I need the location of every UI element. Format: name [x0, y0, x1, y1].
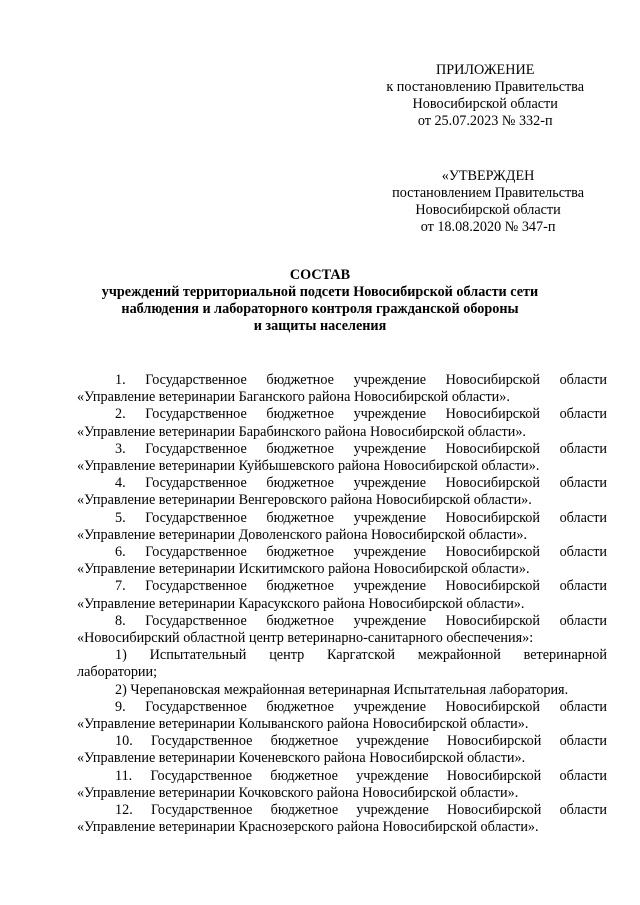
approved-header [392, 168, 584, 236]
list-item-line-1: 7. Государственное бюджетное учреждение Новосибирской области [115, 578, 607, 595]
list-item-line-1: 2. Государственное бюджетное учреждение Новосибирской области [115, 406, 607, 423]
list-item [77, 475, 607, 509]
list-item-line-2: «Управление ветеринарии Кочковского района Новосибирской области». [77, 784, 519, 801]
approved-title: «УТВЕРЖДЕН [441, 168, 535, 184]
list-item [77, 578, 607, 612]
list-subitem [77, 682, 607, 699]
list-item [77, 613, 607, 647]
list-item-line-1: 1. Государственное бюджетное учреждение Новосибирской области [115, 372, 607, 388]
list-item-line-1: 12. Государственное бюджетное учреждение Новосибирской области [115, 802, 607, 819]
approved-region-line: Новосибирской области [415, 202, 561, 218]
list-item-line-2: «Управление ветеринарии Баганского района Новосибирской области». [77, 389, 510, 406]
list-item-line-1: 1) Испытательный центр Каргатской межрайонной ветеринарной [115, 647, 607, 664]
list-item-line-2: «Управление ветеринарии Краснозерского района Новосибирской области». [77, 819, 539, 836]
appendix-resolution-line: к постановлению Правительства [386, 79, 584, 95]
list-item [77, 372, 607, 406]
list-item-line-1: 9. Государственное бюджетное учреждение Новосибирской области [115, 698, 607, 715]
appendix-region-line: Новосибирской области [412, 96, 558, 112]
list-item-line-2: «Управление ветеринарии Венгеровского района Новосибирской области». [77, 492, 532, 509]
list-item-line-1: 5. Государственное бюджетное учреждение Новосибирской области [115, 509, 607, 526]
appendix-header [386, 62, 584, 130]
list-item-line-2: «Управление ветеринарии Искитимского района Новосибирской области». [77, 561, 530, 578]
list-item-line-2: «Управление ветеринарии Коченевского района Новосибирской области». [77, 750, 526, 767]
approved-resolution-line: постановлением Правительства [392, 185, 584, 201]
list-item [77, 544, 607, 578]
list-item [77, 733, 607, 767]
list-item [77, 699, 607, 733]
list-item [77, 441, 607, 475]
appendix-date-line: от 25.07.2023 № 332-п [417, 113, 553, 129]
list-item-line-1: 10. Государственное бюджетное учреждение Новосибирской области [115, 733, 607, 750]
list-item-line-1: 4. Государственное бюджетное учреждение Новосибирской области [115, 475, 607, 492]
list-item-line-2: лаборатории; [77, 664, 158, 681]
list-item-line-2: «Новосибирский областной центр ветеринарно-санитарного обеспечения»: [77, 630, 534, 647]
list-item-line-2: «Управление ветеринарии Барабинского района Новосибирской области». [77, 423, 526, 440]
list-item-line-1: 8. Государственное бюджетное учреждение Новосибирской области [115, 612, 607, 629]
list-item-line-1: 2) Черепановская межрайонная ветеринарная Испытательная лаборатория. [115, 681, 569, 698]
title-heading: СОСТАВ [289, 267, 351, 283]
list-item-line-1: 6. Государственное бюджетное учреждение Новосибирской области [115, 544, 607, 561]
list-subitem [77, 647, 607, 681]
list-item-line-1: 11. Государственное бюджетное учреждение Новосибирской области [115, 767, 607, 784]
list-item [77, 510, 607, 544]
title-subheading-line-2: наблюдения и лабораторного контроля гражданской обороны [121, 301, 519, 317]
list-item-line-2: «Управление ветеринарии Куйбышевского района Новосибирской области». [77, 458, 540, 475]
title-subheading-line-3: и защиты населения [253, 318, 387, 334]
title-subheading-line-1: учреждений территориальной подсети Новосибирской области сети [101, 284, 539, 300]
list-item-line-2: «Управление ветеринарии Карасукского района Новосибирской области». [77, 595, 525, 612]
list-item [77, 406, 607, 440]
list-item [77, 802, 607, 836]
list-item-line-1: 3. Государственное бюджетное учреждение Новосибирской области [115, 440, 607, 457]
appendix-title: ПРИЛОЖЕНИЕ [435, 62, 535, 78]
institution-list [77, 372, 607, 836]
approved-date-line: от 18.08.2020 № 347-п [420, 219, 556, 235]
list-item-line-2: «Управление ветеринарии Колыванского района Новосибирской области». [77, 716, 529, 733]
list-item-line-2: «Управление ветеринарии Доволенского района Новосибирской области». [77, 526, 527, 543]
document-title [0, 267, 640, 335]
list-item [77, 768, 607, 802]
